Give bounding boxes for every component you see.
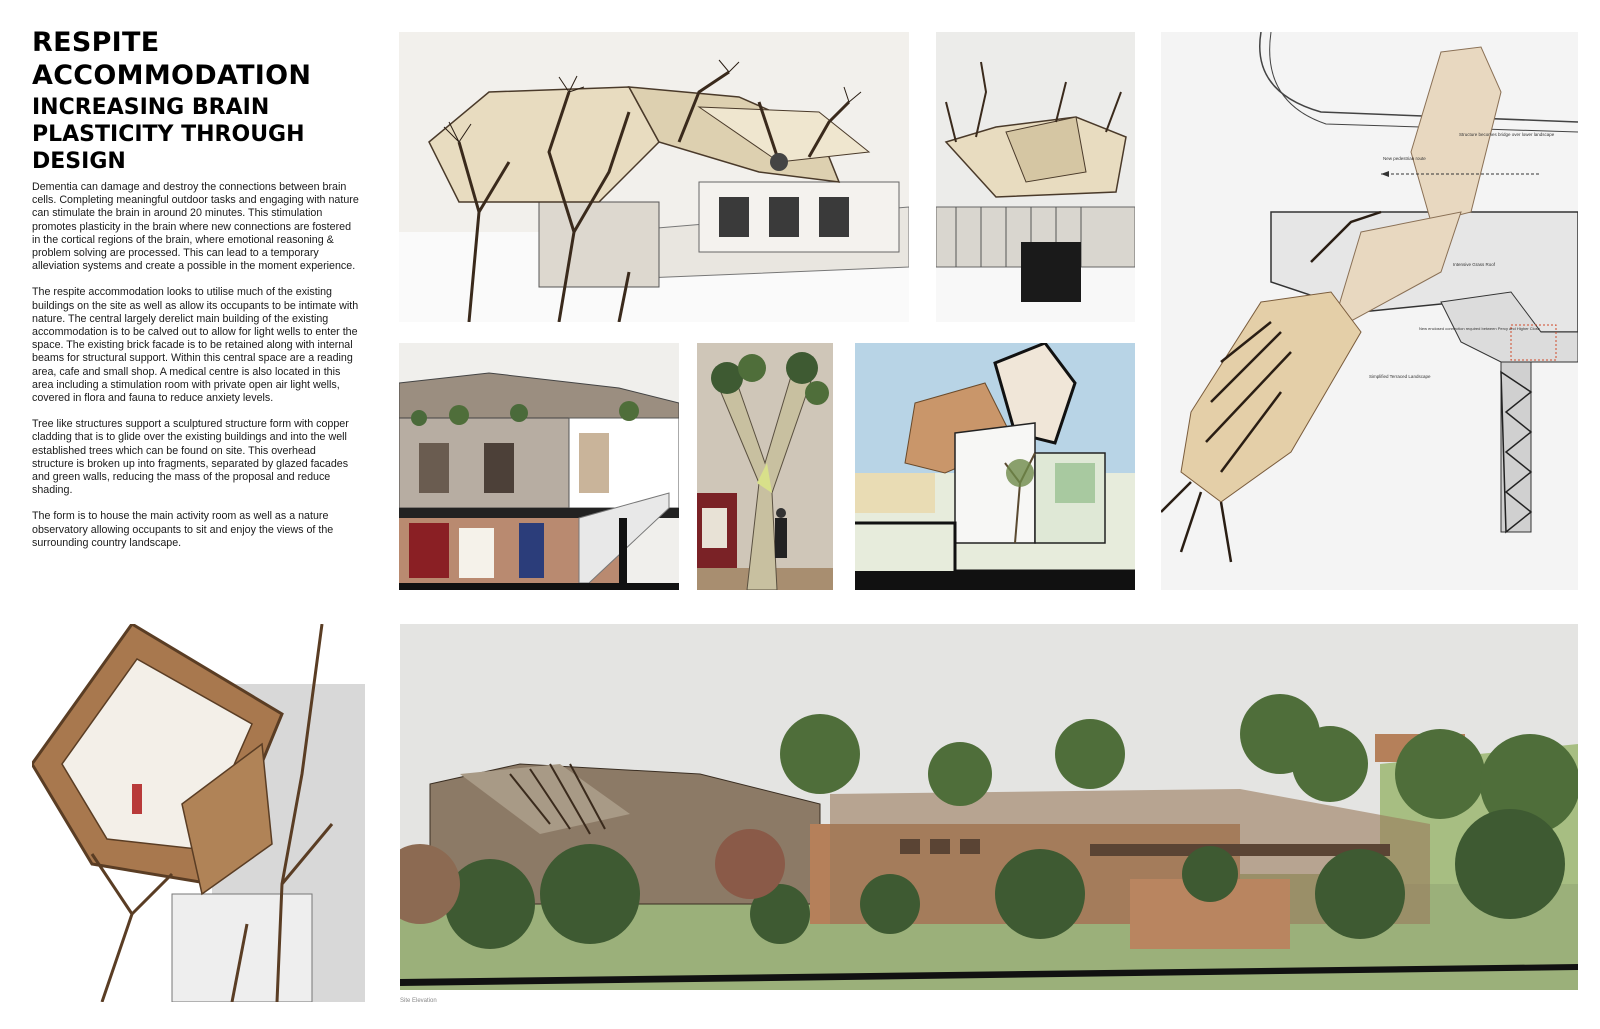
section-render — [855, 343, 1135, 590]
elevation-caption: Site Elevation — [400, 998, 437, 1004]
annotation-terraced-landscape: Simplified Terraced Landscape — [1369, 374, 1431, 379]
paragraph-tree-structures: Tree like structures support a sculptured structure form with copper cladding that is to glide over the existing buildings and into the well established trees which can be found on site. This overhead structure is broken up into fragments, separated by glazed facades and green walls, reducing the mass of the proposal and reduce shading. — [32, 418, 349, 497]
site-elevation-render — [400, 624, 1578, 990]
description-text — [32, 181, 360, 563]
paragraph-respite: The respite accommodation looks to utilise much of the existing buildings on the site as well as allow its occupants to be intimate with nature. The central largely derelict main building of the existing accommodation is to be calved out to allow for light wells to enter the space. The existing brick facade is to be retained along with internal beams for structural support. Within this central space are a reading area, cafe and small shop. A medical centre is also located in this area including a stimulation room with private open air light wells, covered in flora and fauna to reduce anxiety levels. — [32, 286, 359, 405]
interior-tree-column — [697, 343, 833, 590]
paragraph-dementia: Dementia can damage and destroy the connections between brain cells. Completing meaningful outdoor tasks and engaging with nature can stimulate the brain in around 20 minutes. This stimulation promotes plasticity in the brain where new connections are fostered in the cortical regions of the brain, where emotional reasoning & problem solving are processed. This can lead to a temporary alleviation systems and create a possible in the moment experience. — [32, 181, 359, 273]
annotation-bridge: Structure becomes bridge over lower landscape — [1459, 132, 1555, 137]
cube-model-photo — [32, 624, 365, 1002]
model-photo-main — [399, 32, 909, 322]
section-model-interior — [399, 343, 679, 590]
annotation-new-connection: New enclosed connection required between Percy and Higher Close — [1419, 326, 1540, 331]
annotation-grass-roof: Intensive Grass Roof — [1453, 262, 1496, 267]
title-block — [32, 26, 362, 175]
annotation-pedestrian-route: New pedestrian route — [1383, 156, 1426, 161]
model-photo-secondary — [936, 32, 1135, 322]
paragraph-form: The form is to house the main activity room as well as a nature observatory allowing occupants to sit and enjoy the views of the surrounding country landscape. — [32, 510, 334, 549]
page-title: RESPITE ACCOMMODATION — [32, 27, 312, 91]
site-plan-model — [1161, 32, 1578, 590]
page-subtitle: INCREASING BRAIN PLASTICITY THROUGH DESIGN — [32, 95, 305, 174]
